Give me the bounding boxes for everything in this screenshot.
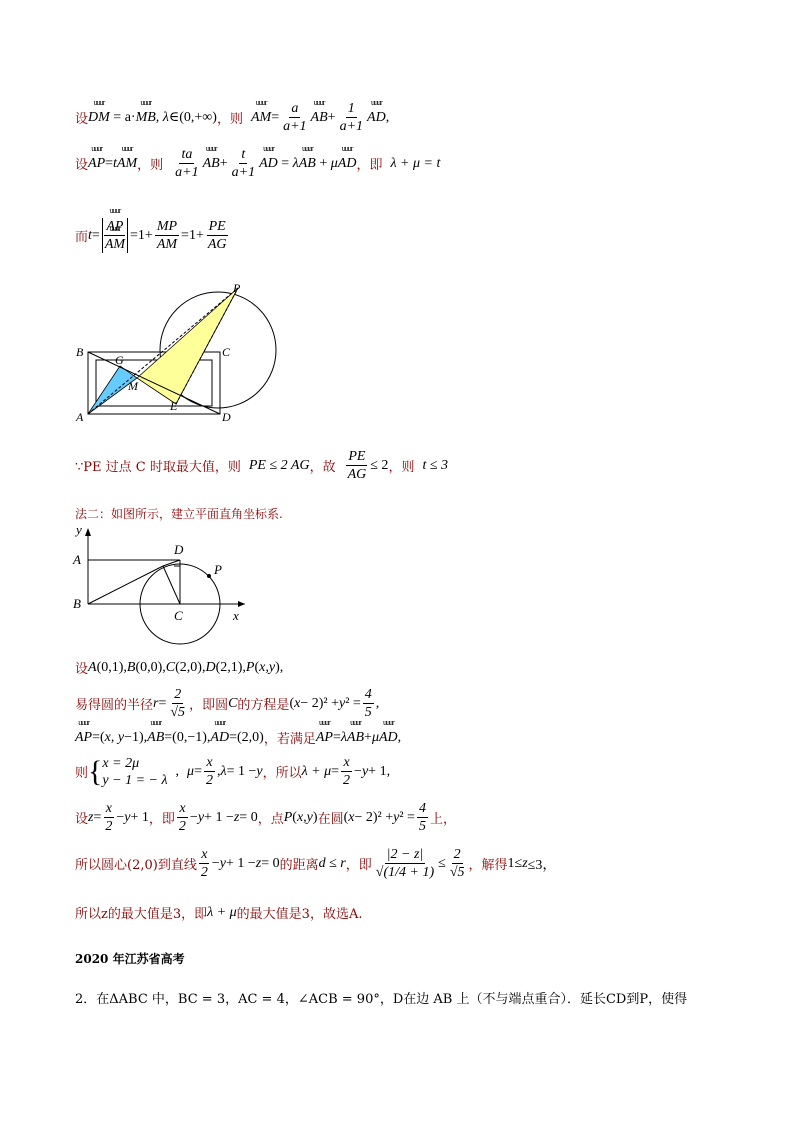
- label-C: C: [222, 345, 231, 359]
- label-y: y: [76, 522, 82, 537]
- label-P: P: [233, 281, 241, 295]
- label-A: A: [76, 410, 84, 424]
- question-text: 2．在ΔABC 中，BC = 3，AC = 4，∠ACB = 90°，D在边 AB 上（不与端点重合）．延长CD到P，使得: [75, 992, 688, 1007]
- formula-line-2: 设 uuur AP = t uuur AM ，则 $\frac{ta}{a+1}$ uuur AB + $\frac{t}{a+1}$ uuur AD = λ uuur AB + μ uuur AD ，即 λ + μ = t: [75, 146, 440, 181]
- formula-system: 则 { x = 2μ y − 1 = − λ , μ = $\frac{x}{2}$ , λ = 1 − y ，所以 λ + μ = $\frac{x}{2}$ − y + 1,: [75, 754, 391, 788]
- method-two-heading: 法二：如图所示，建立平面直角坐标系.: [75, 507, 283, 521]
- label-B2: B: [73, 596, 81, 611]
- formula-set-z: 设 z = $\frac{x}{2}$ − y + 1 ，即 $\frac{x}{2}$ − y + 1 − z = 0 ，点 P ( x,y ) 在圆 ( x − 2)² + y ² = $\frac{4}{5}$ 上，: [75, 801, 456, 834]
- formula-line-3: 而 t = uuur AP uuur AM =1+ $\frac{MP}{AM}$ =1+ $\frac{PE}{AG}$: [75, 218, 231, 253]
- formula-final: 所以z的最大值是3，即 λ + μ 的最大值是3，故选A.: [75, 904, 363, 922]
- label-x: x: [233, 608, 239, 623]
- label-D: D: [222, 410, 231, 424]
- formula-coords: 设 A (0,1), B (0,0), C (2,0), D (2,1), P ( x,y ),: [75, 659, 284, 677]
- label-G: G: [115, 353, 124, 367]
- section-title: 2020 年江苏省高考: [75, 952, 185, 966]
- label-B: B: [76, 345, 84, 359]
- label-M: M: [128, 379, 138, 393]
- label-C2: C: [174, 608, 183, 623]
- label-D2: D: [174, 542, 184, 557]
- coordinate-figure-2: [70, 522, 260, 652]
- label-P2: P: [214, 562, 222, 577]
- label-A2: A: [73, 552, 81, 567]
- label-E: E: [170, 399, 178, 413]
- formula-line-4: ∵PE 过点 C 时取最大值，则 PE ≤ 2 AG ，故 $\frac{PE}{AG}$ ≤ 2 ，则 t ≤ 3: [75, 449, 449, 482]
- geometry-figure-1: [70, 280, 290, 430]
- formula-radius: 易得圆的半径 r = $\frac{2}{√5}$ ，即圆 C 的方程是 ( x − 2)² + y ² = $\frac{4}{5}$ ,: [75, 687, 380, 720]
- formula-distance: 所以圆心(2,0)到直线 $\frac{x}{2}$ − y + 1 − z = 0 的距离 d ≤ r ，即 $\frac{|2 - z|}{√(1/4 + 1)}$ ≤ $\frac{2}{√5}$ ，解得 1≤ z ≤3，: [75, 847, 557, 880]
- formula-vectors: uuur AP =( x, y −1), uuur AB =(0,−1), uuur AD =(2,0) ，若满足 uuur AP = λ uuur AB + μ uuur AD ,: [75, 728, 401, 747]
- formula-line-1: 设 uuur DM = a· uuur MB , λ ∈(0,+∞) ，则 uuur AM = $\frac{a}{a+1}$ uuur AB + $\frac{1}{a+1}$ uuur AD ,: [75, 100, 389, 135]
